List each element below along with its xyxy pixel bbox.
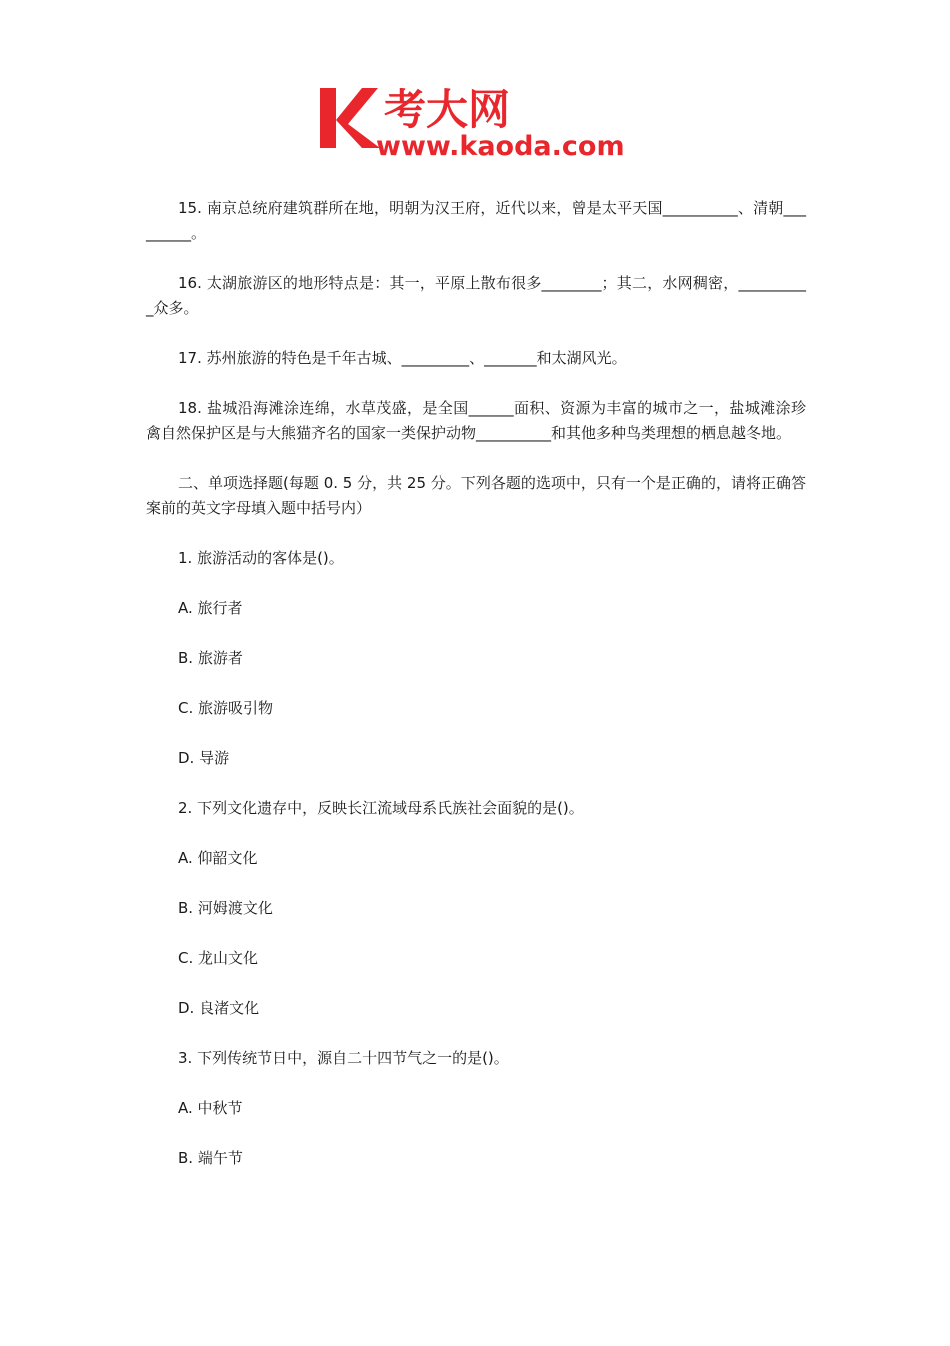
mcq-2-option-b: B. 河姆渡文化 [178, 899, 273, 917]
mcq-1-stem: 1. 旅游活动的客体是()。 [178, 549, 344, 567]
kaoda-logo [318, 80, 638, 160]
document-body [146, 196, 806, 1196]
mcq-2-option-d: D. 良渚文化 [178, 999, 260, 1017]
section-2-header: 二、单项选择题(每题 0. 5 分，共 25 分。下列各题的选项中，只有一个是正确的，请将正确答案前的英文字母填入题中括号内） [146, 474, 806, 517]
logo-url-text: www.kaoda.com [376, 131, 625, 160]
question-17: 17. 苏州旅游的特色是千年古城、_________、_______和太湖风光。 [178, 349, 627, 367]
question-18: 18. 盐城沿海滩涂连绵，水草茂盛，是全国______面积、资源为丰富的城市之一，盐城滩涂珍禽自然保护区是与大熊猫齐名的国家一类保护动物__________和其他多种鸟类理想的栖息越冬地。 [146, 399, 806, 442]
mcq-1-option-c: C. 旅游吸引物 [178, 699, 274, 717]
question-15: 15. 南京总统府建筑群所在地，明朝为汉王府，近代以来，曾是太平天国__________、清朝_________。 [146, 199, 806, 242]
mcq-1-option-d: D. 导游 [178, 749, 230, 767]
mcq-2-option-a: A. 仰韶文化 [178, 849, 258, 867]
mcq-1-option-b: B. 旅游者 [178, 649, 243, 667]
logo-brand-text: 考大网 [384, 85, 511, 134]
logo-k-mark [320, 88, 380, 148]
mcq-2-option-c: C. 龙山文化 [178, 949, 259, 967]
mcq-3-option-b: B. 端午节 [178, 1149, 243, 1167]
mcq-2-stem: 2. 下列文化遗存中，反映长江流域母系氏族社会面貌的是()。 [178, 799, 584, 817]
question-16: 16. 太湖旅游区的地形特点是：其一，平原上散布很多________；其二，水网稠密，__________众多。 [146, 274, 806, 317]
mcq-1-option-a: A. 旅行者 [178, 599, 243, 617]
mcq-3-option-a: A. 中秋节 [178, 1099, 243, 1117]
mcq-3-stem: 3. 下列传统节日中，源自二十四节气之一的是()。 [178, 1049, 509, 1067]
